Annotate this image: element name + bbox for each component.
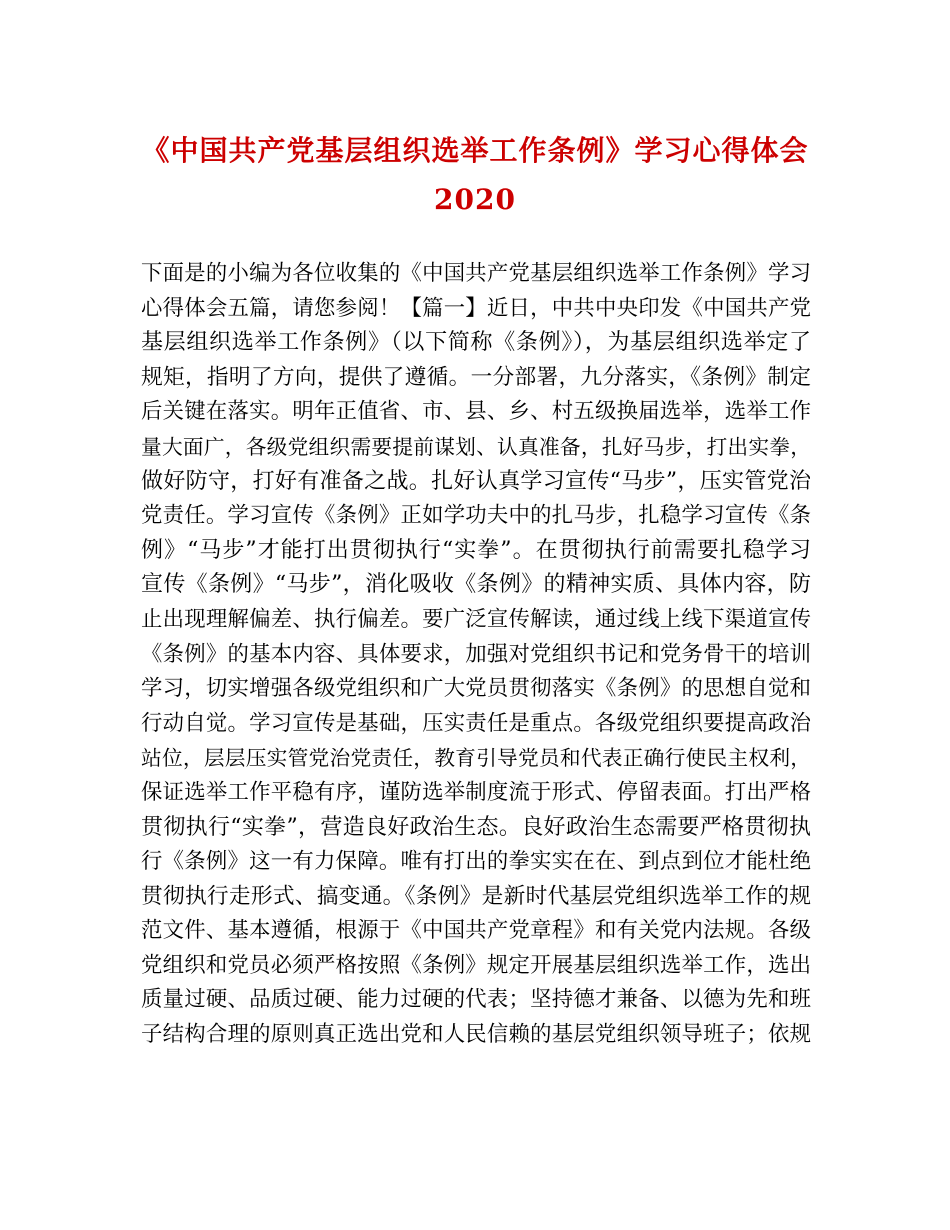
body-line: 心得体会五篇，请您参阅！【篇一】近日，中共中央印发《中国共产党 — [141, 295, 811, 321]
body-line: 范文件、基本遵循，根源于《中国共产党章程》和有关党内法规。各级 — [141, 918, 811, 944]
body-line: 止出现理解偏差、执行偏差。要广泛宣传解读，通过线上线下渠道宣传 — [141, 606, 811, 632]
body-line: 质量过硬、品质过硬、能力过硬的代表；坚持德才兼备、以德为先和班 — [141, 987, 811, 1013]
body-line: 行动自觉。学习宣传是基础，压实责任是重点。各级党组织要提高政治 — [141, 710, 811, 736]
document-title: 《中国共产党基层组织选举工作条例》学习心得体会 — [141, 134, 809, 167]
body-line: 站位，层层压实管党治党责任，教育引导党员和代表正确行使民主权利， — [141, 746, 811, 771]
body-line: 行《条例》这一有力保障。唯有打出的拳实实在在、到点到位才能杜绝 — [141, 849, 811, 875]
body-line: 例》“马步”才能打出贯彻执行“实拳”。在贯彻执行前需要扎稳学习 — [141, 537, 811, 563]
body-line: 后关键在落实。明年正值省、市、县、乡、村五级换届选举，选举工作 — [141, 399, 811, 425]
body-line: 《条例》的基本内容、具体要求，加强对党组织书记和党务骨干的培训 — [141, 641, 811, 667]
body-line: 贯彻执行走形式、搞变通。《条例》是新时代基层党组织选举工作的规 — [141, 883, 811, 909]
body-line: 保证选举工作平稳有序，谨防选举制度流于形式、停留表面。打出严格 — [141, 779, 811, 805]
body-line: 党组织和党员必须严格按照《条例》规定开展基层组织选举工作，选出 — [141, 952, 811, 978]
body-line: 做好防守，打好有准备之战。扎好认真学习宣传“马步”，压实管党治 — [141, 468, 811, 494]
body-line: 贯彻执行“实拳”，营造良好政治生态。良好政治生态需要严格贯彻执 — [141, 814, 811, 840]
body-line: 宣传《条例》“马步”，消化吸收《条例》的精神实质、具体内容，防 — [141, 572, 811, 598]
document-title-year: 2020 — [434, 183, 516, 216]
body-line: 下面是的小编为各位收集的《中国共产党基层组织选举工作条例》学习 — [141, 261, 811, 286]
document-body — [141, 257, 811, 1053]
body-line: 量大面广，各级党组织需要提前谋划、认真准备，扎好马步，打出实拳， — [141, 434, 811, 459]
body-line: 学习，切实增强各级党组织和广大党员贯彻落实《条例》的思想自觉和 — [141, 676, 811, 702]
body-line: 基层组织选举工作条例》（以下简称《条例》），为基层组织选举定了 — [141, 330, 811, 356]
body-line: 子结构合理的原则真正选出党和人民信赖的基层党组织领导班子；依规 — [141, 1022, 811, 1048]
body-line: 规矩，指明了方向，提供了遵循。一分部署，九分落实，《条例》制定 — [141, 364, 811, 390]
body-line: 党责任。学习宣传《条例》正如学功夫中的扎马步，扎稳学习宣传《条 — [141, 503, 811, 529]
